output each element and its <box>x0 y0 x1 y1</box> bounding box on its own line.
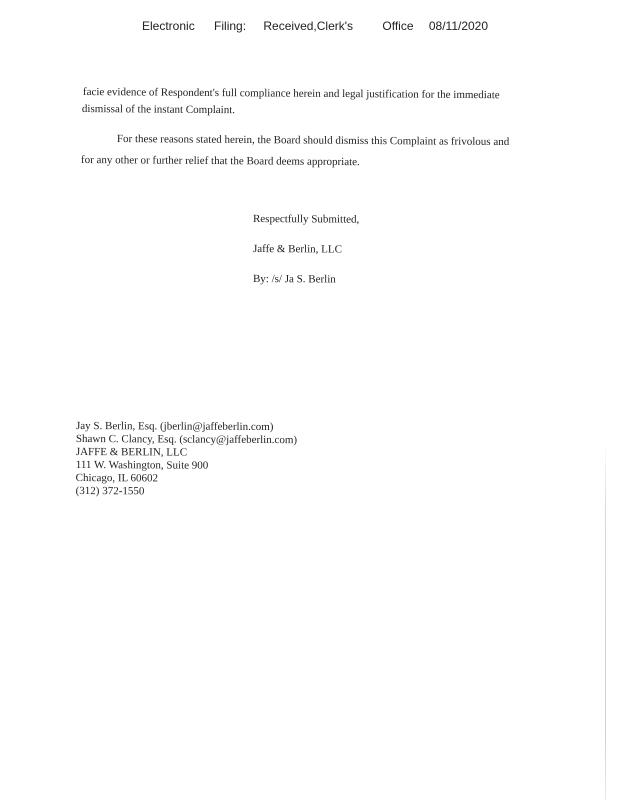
signature-by-line: By: /s/ Ja S. Berlin <box>252 273 336 286</box>
stamp-date: 08/11/2020 <box>428 19 489 33</box>
paragraph-2-line-2: for any other or further relief that the Board deems appropriate. <box>80 154 360 169</box>
paragraph-2-line-1: For these reasons stated herein, the Board should dismiss this Complaint as frivolous and <box>116 133 510 149</box>
signature-closing: Respectfully Submitted, <box>252 213 360 226</box>
paragraph-1-line-2: dismissal of the instant Complaint. <box>81 103 236 117</box>
signature-firm: Jaffe & Berlin, LLC <box>252 243 342 256</box>
contact-block <box>76 420 298 499</box>
contact-line: Chicago, IL 60602 <box>75 471 159 485</box>
contact-line: 111 W. Washington, Suite 900 <box>75 458 209 472</box>
scan-edge-shadow <box>605 440 606 800</box>
stamp-received: Received,Clerk's <box>263 19 354 33</box>
contact-line: (312) 372-1550 <box>75 484 145 498</box>
contact-line: JAFFE & BERLIN, LLC <box>75 445 188 459</box>
stamp-filing: Filing: <box>214 19 247 33</box>
stamp-electronic: Electronic <box>142 19 195 33</box>
paragraph-1-line-1: facie evidence of Respondent's full compliance herein and legal justification for the immediate <box>82 86 500 102</box>
filing-stamp-header <box>142 19 488 33</box>
stamp-office: Office <box>382 19 414 33</box>
contact-line: Shawn C. Clancy, Esq. (sclancy@jaffeberlin.com) <box>75 432 298 447</box>
contact-line: Jay S. Berlin, Esq. (jberlin@jaffeberlin.com) <box>75 420 274 434</box>
